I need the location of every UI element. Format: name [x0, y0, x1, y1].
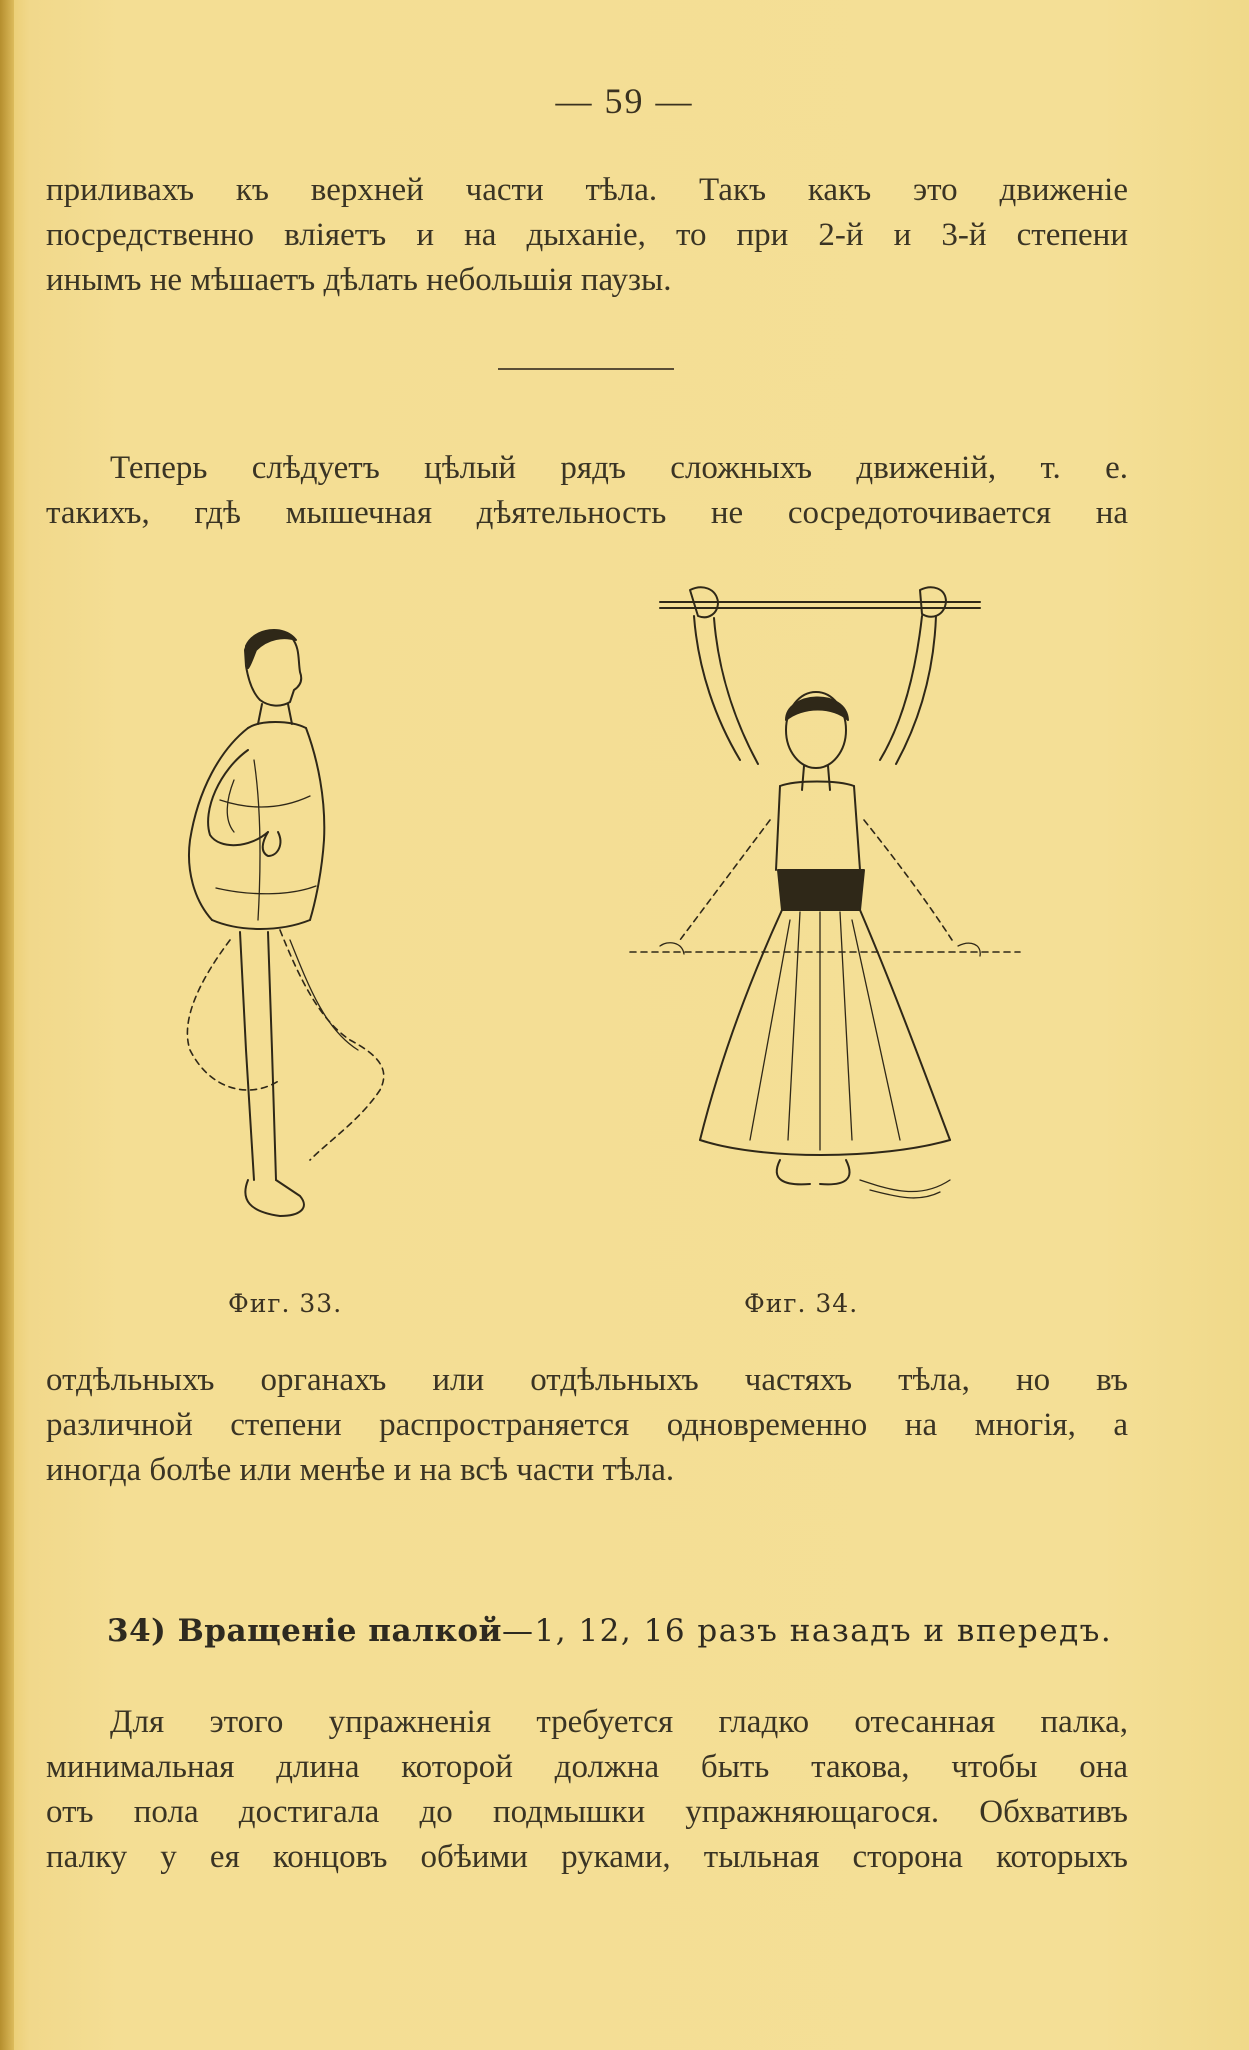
page-spine-edge: [0, 0, 14, 2050]
text-line: отдѣльныхъ органахъ или отдѣльныхъ частяхъ тѣла, но въ: [46, 1362, 1128, 1398]
section-heading: [107, 1613, 1112, 1649]
text-line: отъ пола достигала до подмышки упражняющагося. Обхвативъ: [46, 1794, 1128, 1830]
paragraph-continuation-2: [46, 1358, 1128, 1493]
paragraph-exercise-description: [46, 1700, 1128, 1880]
text-line: Теперь слѣдуетъ цѣлый рядъ сложныхъ движеній, т. е.: [110, 450, 1128, 486]
text-line: приливахъ къ верхней части тѣла. Такъ какъ это движеніе: [46, 172, 1128, 208]
text-line: Для этого упражненія требуется гладко отесанная палка,: [110, 1704, 1128, 1740]
page-number: — 59 —: [555, 81, 694, 121]
section-title: 34) Вращеніе палкой: [107, 1613, 503, 1649]
section-detail: —1, 12, 16 разъ назадъ и впередъ.: [502, 1613, 1113, 1649]
man-lunge-figure: [150, 620, 410, 1240]
woman-stick-overhead-figure: [620, 580, 1040, 1260]
figure-caption-34: Фиг. 34.: [744, 1289, 859, 1318]
text-line: различной степени распространяется одновременно на многія, а: [46, 1407, 1128, 1443]
paragraph-continuation: [46, 168, 1128, 303]
text-line: посредственно вліяетъ и на дыханіе, то при 2-й и 3-й степени: [46, 217, 1128, 253]
text-line: такихъ, гдѣ мышечная дѣятельность не сосредоточивается на: [46, 495, 1128, 531]
paragraph-complex-movements: [46, 446, 1128, 536]
section-divider: [498, 368, 674, 370]
text-line: палку у ея концовъ обѣими руками, тыльная сторона которыхъ: [46, 1839, 1128, 1875]
figure-caption-33: Фиг. 33.: [228, 1289, 343, 1318]
text-line: инымъ не мѣшаетъ дѣлать небольшія паузы.: [46, 262, 672, 298]
text-line: минимальная длина которой должна быть такова, чтобы она: [46, 1749, 1128, 1785]
text-line: иногда болѣе или менѣе и на всѣ части тѣла.: [46, 1452, 675, 1488]
